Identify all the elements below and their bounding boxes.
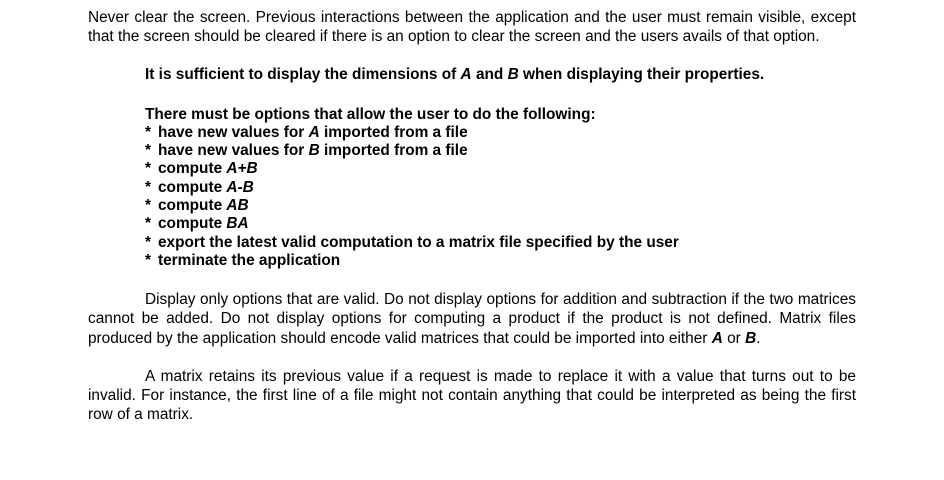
dimensions-text-post: when displaying their properties. (518, 66, 765, 84)
matrix-a-label: A (460, 66, 472, 84)
option-text: compute (158, 178, 227, 196)
bullet-star: * (145, 123, 151, 141)
option-italic: A (308, 123, 320, 141)
bullet-star: * (145, 160, 151, 178)
option-item-export (145, 234, 856, 252)
option-item-import-a (145, 124, 856, 142)
option-italic: A-B (226, 178, 254, 196)
paragraph-screen-clearing: Never clear the screen. Previous interactions between the application and the user must remain visible, except that the screen should be cleared if there is an option to clear the screen and the users avails of that option. (88, 9, 856, 46)
paragraph-matrix-retains: A matrix retains its previous value if a request is made to replace it with a value that turns out to be invalid. For instance, the first line of a file might not contain anything that could be interpreted as being the first row of a matrix. (88, 367, 856, 424)
paragraph-valid-options (88, 290, 856, 348)
dimensions-text-pre: It is sufficient to display the dimensions of (145, 66, 461, 84)
option-item-import-b (145, 142, 856, 160)
option-italic: AB (226, 197, 249, 214)
option-text: export the latest valid computation to a matrix file specified by the user (158, 233, 679, 251)
option-italic: A+B (226, 160, 258, 178)
option-text: compute (158, 215, 227, 233)
valid-options-text: Display only options that are valid. Do not display options for addition and subtraction if the two matrices cannot be added. Do not display options for computing a product if the product is not defined. Matrix files produced by the application should encode valid matrices that could be imported into either (88, 291, 856, 347)
option-item-subtract (145, 179, 856, 197)
bullet-star: * (145, 178, 151, 196)
option-text: compute (158, 197, 227, 214)
option-item-terminate (145, 252, 856, 270)
valid-options-or: or (722, 329, 746, 347)
paragraph-dimensions (145, 65, 856, 84)
bullet-star: * (145, 215, 151, 233)
option-item-product-ab (145, 197, 856, 215)
document-body (88, 8, 856, 424)
option-text-post: imported from a file (319, 123, 468, 141)
matrix-a-label: A (711, 329, 723, 347)
bullet-star: * (145, 197, 151, 214)
option-italic: BA (226, 215, 249, 233)
option-text-post: imported from a file (319, 142, 468, 160)
options-list (145, 124, 856, 270)
option-item-add (145, 160, 856, 178)
dimensions-text-mid: and (471, 66, 508, 84)
option-item-product-ba (145, 215, 856, 233)
matrix-b-label: B (745, 329, 757, 347)
options-intro: There must be options that allow the user to do the following: (145, 105, 596, 123)
option-italic: B (308, 142, 320, 160)
valid-options-end: . (756, 329, 761, 347)
matrix-b-label: B (507, 66, 519, 84)
option-text: compute (158, 160, 227, 178)
bullet-star: * (145, 233, 151, 251)
option-text: have new values for (158, 142, 309, 160)
option-text: terminate the application (158, 251, 341, 269)
option-text: have new values for (158, 123, 309, 141)
bullet-star: * (145, 142, 151, 160)
bullet-star: * (145, 251, 151, 269)
